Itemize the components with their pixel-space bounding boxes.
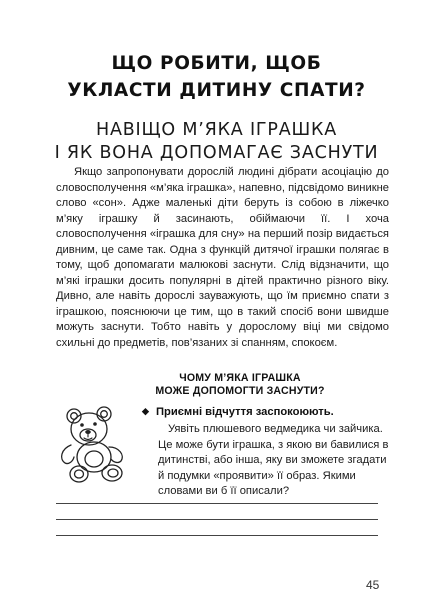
answer-line-1 [56, 503, 378, 504]
page-number: 45 [366, 578, 380, 592]
teddy-bear-icon [57, 405, 137, 485]
bullet-text: Уявіть плюшевого ведмедика чи зайчика. Це може бути іграшка, з якою ви бавилися в дитинстві, або інша, яку ви зможете згадати й подумки «проявити» її образ. Якими словами ви б її описали? [158, 423, 389, 497]
question-heading-line-1: ЧОМУ М’ЯКА ІГРАШКА [179, 372, 301, 384]
chapter-title [40, 50, 393, 104]
section-title [30, 119, 403, 165]
section-title-line-2: І ЯК ВОНА ДОПОМАГАЄ ЗАСНУТИ [54, 143, 379, 163]
body-paragraph: Якщо запропонувати дорослій людині дібрати асоціацію до словосполучення «м’яка іграшка», напевно, підсвідомо виникне слово «сон». Адже маленькі діти беруть із собою в ліжечко м’яку іграшку й засинають, обіймаючи її. І хоча словосполучення «іграшка для сну» на перший позір видається дивним, це саме так. Одна з функцій дитячої іграшки полягає в тому, щоб допомагати малюкові заснути. Слід відзначити, що м’які іграшки досить популярні в дітей практично різного віку. Дивно, але навіть дорослі зауважують, що їм приємно спати з іграшкою, пояснюючи це тим, що в такий спосіб вони швидше можуть заснути. Тобто навіть у дорослому віці ми свідомо схильні до предметів, пов’язаних зі спанням, спокоєм. [56, 166, 389, 349]
answer-line-3 [56, 535, 378, 536]
diamond-bullet-icon: ◆ [142, 406, 149, 416]
answer-line-2 [56, 519, 378, 520]
bullet-heading [142, 404, 392, 420]
question-heading [110, 372, 370, 398]
chapter-title-line-1: ЩО РОБИТИ, ЩОБ [111, 53, 322, 74]
section-title-line-1: НАВІЩО М’ЯКА ІГРАШКА [95, 120, 338, 140]
question-heading-line-2: МОЖЕ ДОПОМОГТИ ЗАСНУТИ? [155, 385, 325, 397]
bullet-title: Приємні відчуття заспокоюють. [156, 406, 334, 418]
chapter-title-line-2: УКЛАСТИ ДИТИНУ СПАТИ? [67, 80, 366, 101]
